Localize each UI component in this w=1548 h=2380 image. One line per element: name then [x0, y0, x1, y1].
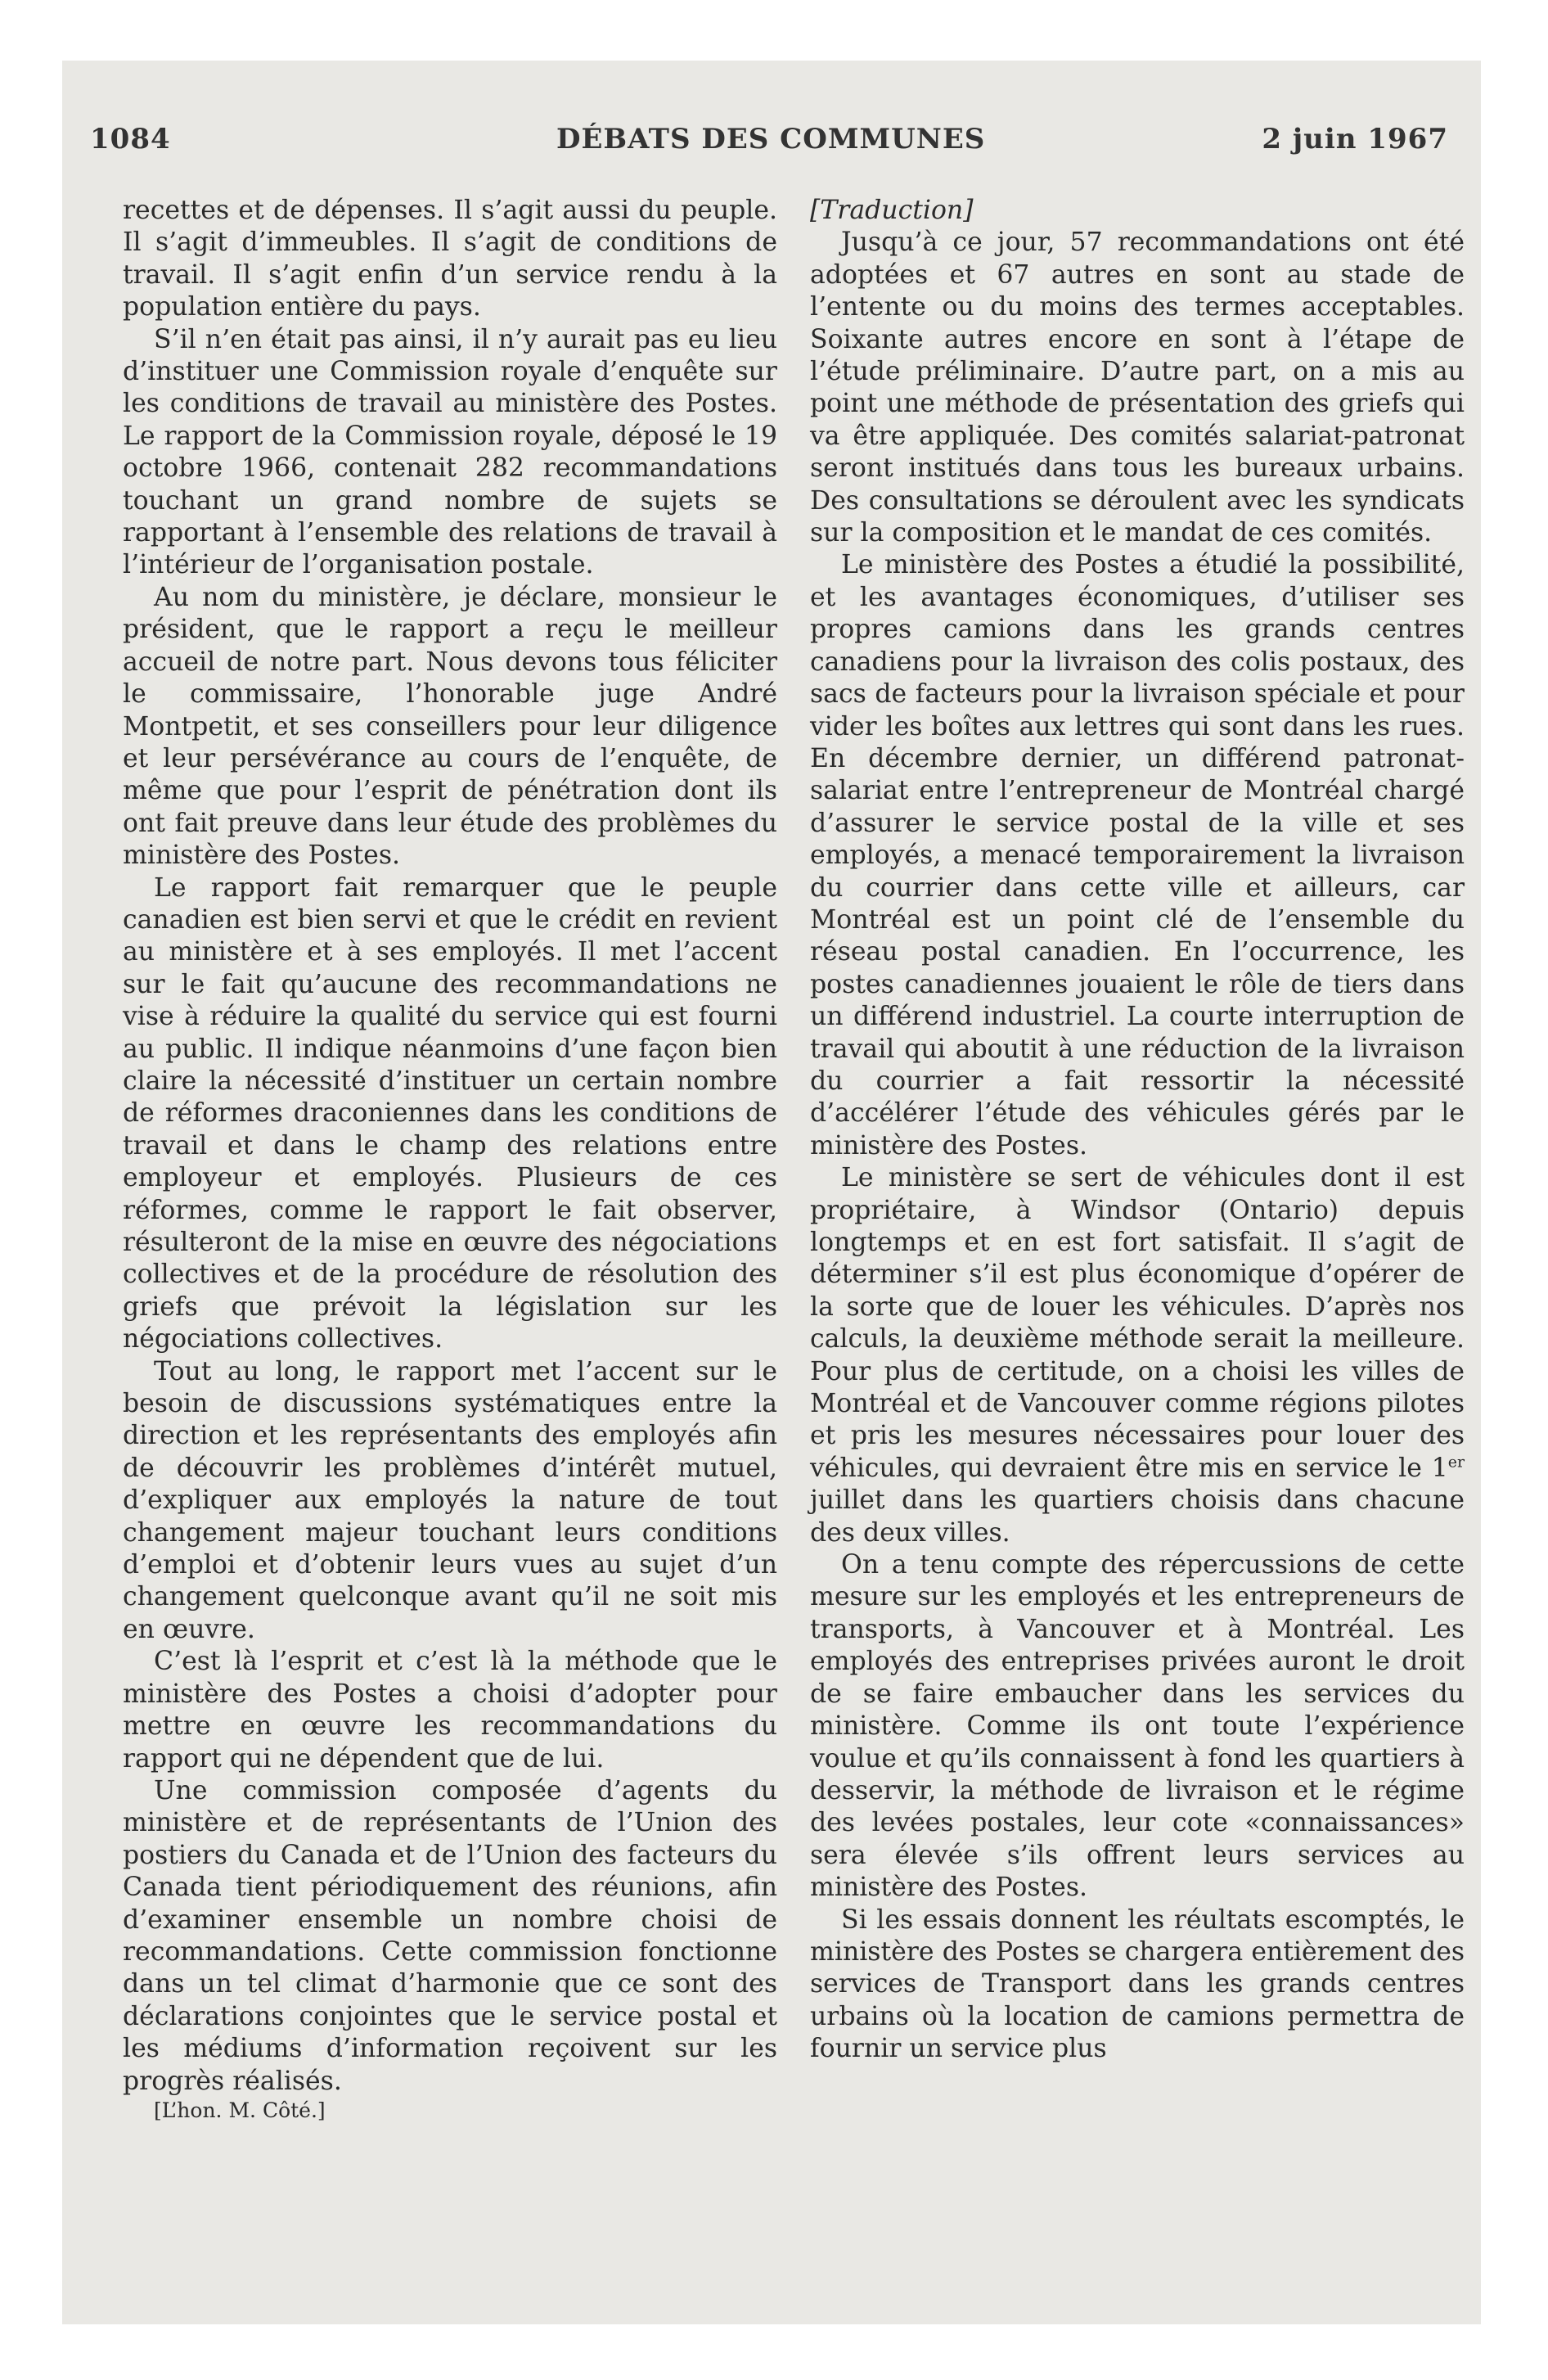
paragraph: C’est là l’esprit et c’est là la méthode que le ministère des Postes a choisi d’adopter pour mettre en œuvre les recommandations du rapport qui ne dépendent que de lui. [123, 1647, 777, 1774]
paragraph: Au nom du ministère, je déclare, monsieur le président, que le rapport a reçu le meilleur accueil de notre part. Nous devons tous féliciter le commissaire, l’honorable juge André Montpetit, et ses conseillers pour leur diligence et leur persévérance au cours de l’enquête, de même que pour l’esprit de pénétration dont ils ont fait preuve dans leur étude des problèmes du ministère des Postes. [123, 582, 777, 871]
left-column [123, 195, 777, 2124]
paragraph: Tout au long, le rapport met l’accent sur le besoin de discussions systématiques entre la direction et les représentants des employés afin de découvrir les problèmes d’intérêt mutuel, d’expliquer aux employés la nature de tout changement majeur touchant leurs conditions d’emploi et d’obtenir leurs vues au sujet d’un changement quelconque avant qu’il ne soit mis en œuvre. [123, 1356, 777, 1644]
superscript: er [1447, 1453, 1465, 1472]
paragraph: Le ministère des Postes a étudié la possibilité, et les avantages économiques, d’utiliser ses propres camions dans les grands centres canadiens pour la livraison des colis postaux, des sacs de facteurs pour la livraison spéciale et pour vider les boîtes aux lettres qui sont dans les rues. En décembre dernier, un différend patronat-salariat entre l’entrepreneur de Montréal chargé d’assurer le service postal de la ville et ses employés, a menacé temporairement la livraison du courrier dans cette ville et ailleurs, car Montréal est un point clé de l’ensemble du réseau postal canadien. En l’occurrence, les postes canadiennes jouaient le rôle de tiers dans un différend industriel. La courte interruption de travail qui aboutit à une réduction de la livraison du courrier a fait ressortir la nécessité d’accélérer l’étude des véhicules gérés par le ministère des Postes. [810, 550, 1465, 1161]
journal-title: DÉBATS DES COMMUNES [556, 123, 986, 156]
paragraph [810, 1162, 1465, 1549]
page-header [90, 123, 1448, 172]
paragraph: Le rapport fait remarquer que le peuple canadien est bien servi et que le crédit en revient au ministère et à ses employés. Il met l’accent sur le fait qu’aucune des recommandations ne vise à réduire la qualité du service qui est fourni au public. Il indique néanmoins d’une façon bien claire la nécessité d’instituer un certain nombre de réformes draconiennes dans les conditions de travail et dans le champ des relations entre employeur et employés. Plusieurs de ces réformes, comme le rapport le fait observer, résulteront de la mise en œuvre des négociations collectives et de la procédure de résolution des griefs que prévoit la législation sur les négociations collectives. [123, 872, 777, 1355]
page-number: 1084 [90, 123, 171, 156]
translation-label: [Traduction] [810, 196, 974, 225]
paragraph: Une commission composée d’agents du ministère et de représentants de l’Union des postiers du Canada et de l’Union des facteurs du Canada tient périodiquement des réunions, afin d’examiner ensemble un nombre choisi de recommandations. Cette commission fonctionne dans un tel climat d’harmonie que ce sont des déclarations conjointes que le service postal et les médiums d’information reçoivent sur les progrès réalisés. [123, 1775, 777, 2096]
page-date: 2 juin 1967 [1262, 123, 1448, 156]
paragraph: recettes et de dépenses. Il s’agit aussi du peuple. Il s’agit d’immeubles. Il s’agit de conditions de travail. Il s’agit enfin d’un service rendu à la population entière du pays. [123, 196, 777, 322]
paragraph: Si les essais donnent les réultats escomptés, le ministère des Postes se chargera entièrement des services de Transport dans les grands centres urbains où la location de camions permettra de fournir un service plus [810, 1904, 1465, 2064]
paragraph-text: Le ministère se sert de véhicules dont il est propriétaire, à Windsor (Ontario) depuis longtemps et en est fort satisfait. Il s’agit de déterminer s’il est plus économique d’opérer de la sorte que de louer les véhicules. D’après nos calculs, la deuxième méthode serait la meilleure. Pour plus de certitude, on a choisi les villes de Montréal et de Vancouver comme régions pilotes et pris les mesures nécessaires pour louer des véhicules, qui devraient être mis en service le 1 [810, 1163, 1465, 1483]
paragraph-text: juillet dans les quartiers choisis dans chacune des deux villes. [810, 1485, 1465, 1548]
paragraph: On a tenu compte des répercussions de cette mesure sur les employés et les entrepreneurs de transports, à Vancouver et à Montréal. Les employés des entreprises privées auront le droit de se faire embaucher dans les services du ministère. Comme ils ont toute l’expérience voulue et qu’ils connaissent à fond les quartiers à desservir, la méthode de livraison et le régime des levées postales, leur cote «connaissances» sera élevée s’ils offrent leurs services au ministère des Postes. [810, 1550, 1465, 1903]
speaker-attribution: [L’hon. M. Côté.] [154, 2098, 326, 2122]
right-column [810, 195, 1465, 2066]
paragraph: Jusqu’à ce jour, 57 recommandations ont été adoptées et 67 autres en sont au stade de l’entente ou du moins des termes acceptables. Soixante autres encore en sont à l’étape de l’étude préliminaire. D’autre part, on a mis au point une méthode de présentation des griefs qui va être appliquée. Des comités salariat-patronat seront institués dans tous les bureaux urbains. Des consultations se déroulent avec les syndicats sur la composition et le mandat de ces comités. [810, 228, 1465, 548]
paragraph: S’il n’en était pas ainsi, il n’y aurait pas eu lieu d’instituer une Commission royale d’enquête sur les conditions de travail au ministère des Postes. Le rapport de la Commission royale, déposé le 19 octobre 1966, contenait 282 recommandations touchant un grand nombre de sujets se rapportant à l’ensemble des relations de travail à l’intérieur de l’organisation postale. [123, 324, 777, 580]
